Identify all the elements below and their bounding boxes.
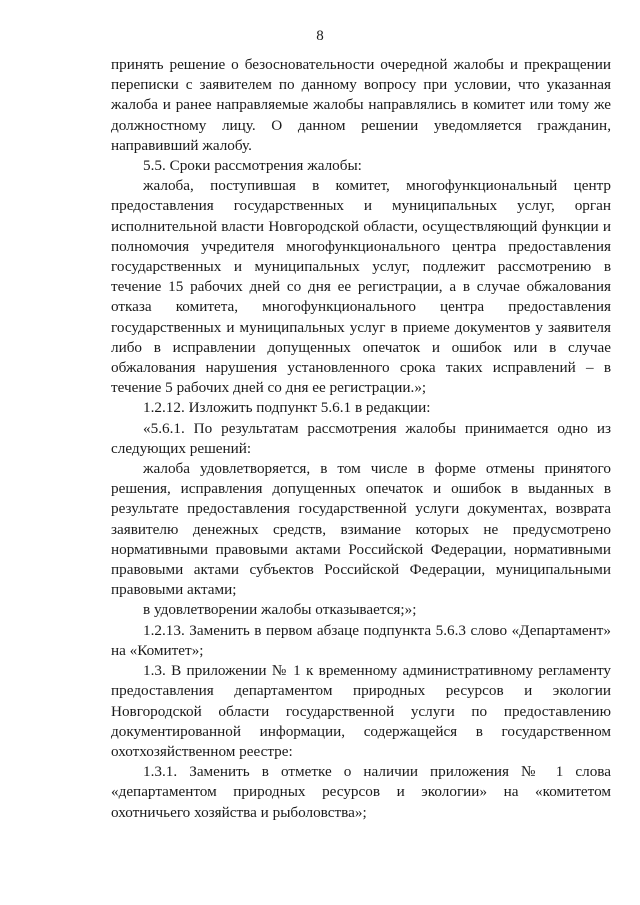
paragraph-decision-termination: принять решение о безосновательности очередной жалобы и прекращении переписки с заявителем по данному вопросу при условии, что указанная жалоба и ранее направляемые жалобы направлялись в комитет или тому же должностному лицу. О данном решении уведомляется гражданин, направивший жалобу. [111,56,611,154]
paragraph-1-3-1: 1.3.1. Заменить в отметке о наличии приложения № 1 слова «департаментом природных ресурсов и экологии» на «комитетом охотничьего хозяйства и рыболовства»; [111,763,611,821]
paragraph-complaint-terms: жалоба, поступившая в комитет, многофункциональный центр предоставления государственных и муниципальных услуг, орган исполнительной власти Новгородской области, осуществляющий функции и полномочия учредителя многофункционального центра предоставления государственных и муниципальных услуг, подлежит рассмотрению в течение 15 рабочих дней со дня ее регистрации, а в случае обжалования отказа комитета, многофункционального центра предоставления государственных и муниципальных услуг в приеме документов у заявителя либо в исправлении допущенных опечаток и ошибок или в случае обжалования нарушения установленного срока таких исправлений – в течение 5 рабочих дней со дня ее регистрации.»; [111,177,611,397]
paragraph-1-2-13: 1.2.13. Заменить в первом абзаце подпункта 5.6.3 слово «Департамент» на «Комитет»; [111,621,611,659]
paragraph-complaint-rejected: в удовлетворении жалобы отказывается;»; [143,601,417,619]
paragraph-complaint-satisfied: жалоба удовлетворяется, в том числе в форме отмены принятого решения, исправления допущенных опечаток и ошибок в выданных в результате предоставления государственной услуги документах, возврата заявителю денежных средств, взимание которых не предусмотрено нормативными правовыми актами Российской Федерации, нормативными правовыми актами субъектов Российской Федерации, муниципальными правовыми актами; [111,460,611,599]
paragraph-section-5-5-heading: 5.5. Сроки рассмотрения жалобы: [143,157,362,175]
paragraph-1-2-12: 1.2.12. Изложить подпункт 5.6.1 в редакции: [143,399,431,417]
paragraph-1-3: 1.3. В приложении № 1 к временному административному регламенту предоставления департаментом природных ресурсов и экологии Новгородской области государственной услуги по предоставлению документированной информации, содержащейся в государственном охотхозяйственном реестре: [111,662,611,760]
page-number: 8 [316,28,324,44]
paragraph-5-6-1: «5.6.1. По результатам рассмотрения жалобы принимается одно из следующих решений: [111,419,611,457]
document-body [111,55,611,823]
